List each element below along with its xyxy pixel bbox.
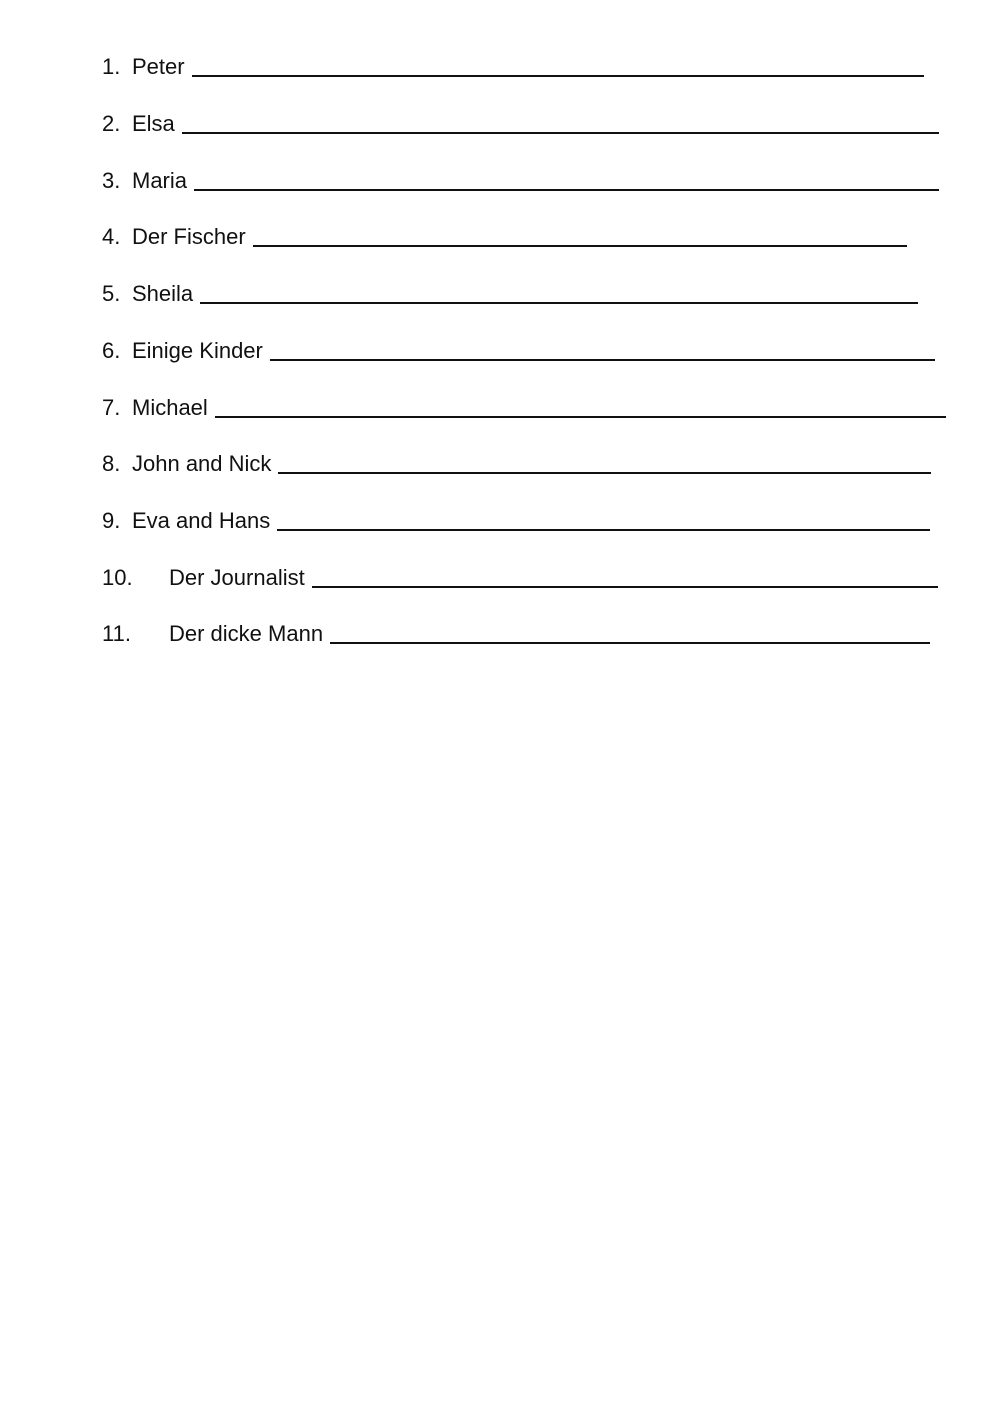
answer-line[interactable] (253, 245, 907, 247)
list-item (102, 387, 946, 421)
item-number: 9. (102, 508, 121, 533)
list-item (102, 216, 907, 250)
item-label: Einige Kinder (132, 338, 263, 363)
list-item (102, 273, 918, 307)
answer-line[interactable] (192, 75, 924, 77)
item-label: John and Nick (132, 451, 272, 476)
item-number: 2. (102, 111, 121, 136)
item-number: 10. (102, 565, 133, 590)
answer-line[interactable] (278, 472, 931, 474)
item-number: 4. (102, 224, 121, 249)
answer-line[interactable] (215, 416, 946, 418)
list-item (102, 330, 935, 364)
answer-line[interactable] (330, 642, 930, 644)
item-label: Maria (132, 168, 188, 193)
list-item (102, 160, 939, 194)
item-label: Peter (132, 54, 185, 79)
item-number: 6. (102, 338, 121, 363)
list-item (102, 557, 938, 591)
list-item (102, 46, 924, 80)
answer-line[interactable] (200, 302, 918, 304)
answer-line[interactable] (312, 586, 938, 588)
item-number: 7. (102, 395, 121, 420)
item-label: Sheila (132, 281, 194, 306)
item-label: Elsa (132, 111, 175, 136)
item-number: 8. (102, 451, 121, 476)
list-item (102, 613, 930, 647)
item-label: Der Fischer (132, 224, 246, 249)
item-label: Der Journalist (169, 565, 305, 590)
list-item (102, 500, 930, 534)
item-number: 1. (102, 54, 121, 79)
item-number: 11. (102, 621, 131, 646)
item-number: 3. (102, 168, 121, 193)
item-label: Eva and Hans (132, 508, 271, 533)
item-number: 5. (102, 281, 121, 306)
list-item (102, 103, 939, 137)
answer-line[interactable] (194, 189, 939, 191)
answer-line[interactable] (277, 529, 930, 531)
answer-line[interactable] (270, 359, 935, 361)
answer-line[interactable] (182, 132, 939, 134)
item-label: Der dicke Mann (169, 621, 324, 646)
item-label: Michael (132, 395, 208, 420)
list-item (102, 443, 931, 477)
